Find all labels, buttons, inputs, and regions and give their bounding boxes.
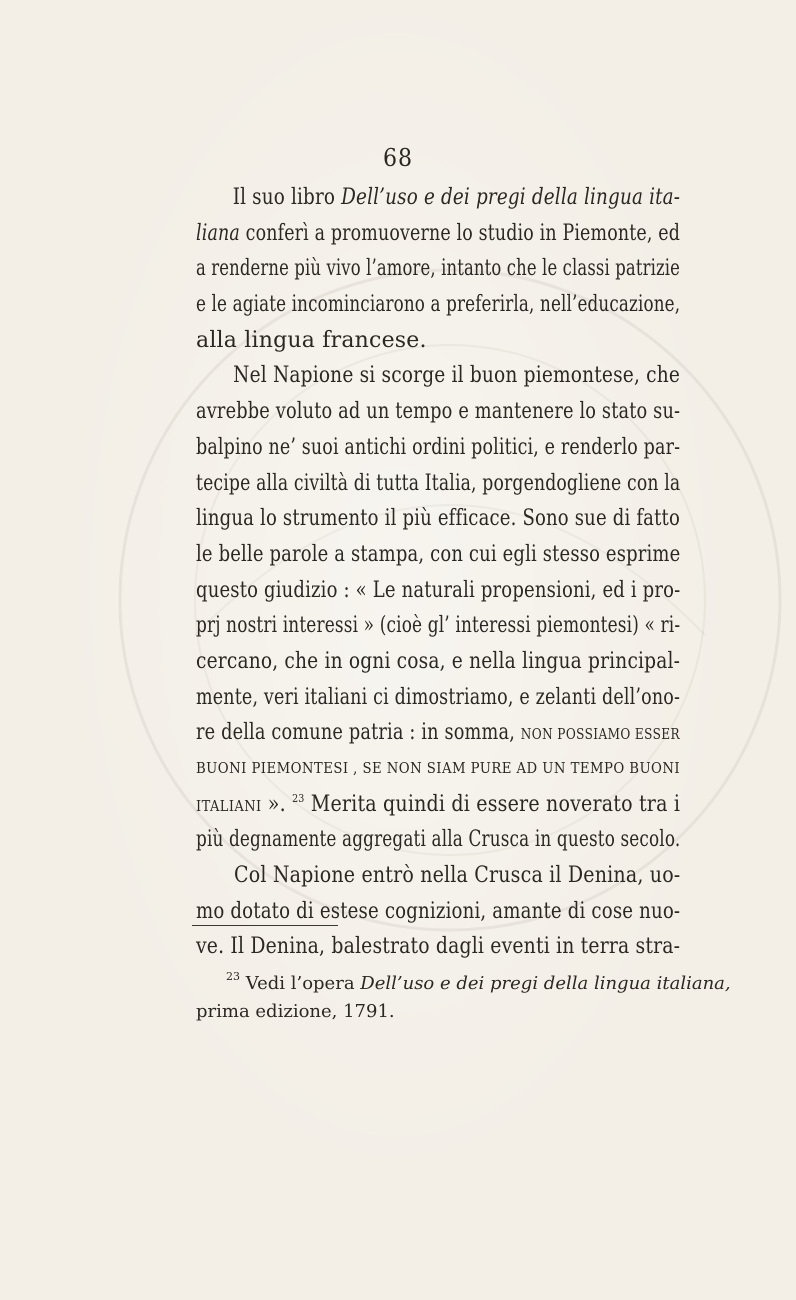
footnote-marker: 23	[226, 970, 240, 983]
text-line: mo dotato di estese cognizioni, amante di cose nuo-	[196, 898, 681, 924]
footnote	[196, 970, 731, 1026]
text-line: le belle parole a stampa, con cui egli stesso esprime	[196, 541, 681, 567]
text-line: cercano, che in ogni cosa, e nella lingua principal-	[196, 648, 681, 674]
text-line: alla lingua francese.	[196, 327, 427, 353]
page-number: 68	[383, 144, 413, 172]
body-text	[196, 180, 680, 965]
text-line: ITALIANI ». $^{23}$ Merita quindi di essere noverato tra i	[196, 791, 681, 817]
text-line: ve. Il Denina, balestrato dagli eventi in terra stra-	[196, 934, 681, 960]
text-line: prj nostri interessi » (cioè gl’ interessi piemontesi) « ri-	[196, 613, 681, 639]
text-line: avrebbe voluto ad un tempo e mantenere lo stato su-	[196, 399, 681, 425]
text-line: questo giudizio : « Le naturali propensioni, ed i pro-	[196, 577, 681, 603]
text-line: tecipe alla civiltà di tutta Italia, porgendogliene con la	[196, 470, 681, 496]
text-line: re della comune patria : in somma, NON POSSIAMO ESSER	[196, 720, 680, 746]
text-line: liana conferì a promuoverne lo studio in Piemonte, ed	[196, 220, 681, 246]
text-line: a renderne più vivo l’amore, intanto che le classi patrizie	[196, 256, 681, 282]
text-line: Col Napione entrò nella Crusca il Denina, uo-	[234, 863, 681, 889]
text-line: più degnamente aggregati alla Crusca in questo secolo.	[196, 827, 681, 853]
text-line: e le agiate incominciarono a preferirla, nell’educazione,	[196, 292, 681, 318]
footnote-separator	[192, 925, 338, 926]
text-line: lingua lo strumento il più efficace. Sono sue di fatto	[196, 506, 680, 532]
footnote-line: $^{23}$ Vedi l’opera Dell’uso e dei pregi della lingua italiana,	[226, 970, 731, 994]
text-line: BUONI PIEMONTESI , SE NON SIAM PURE AD UN TEMPO BUONI	[196, 759, 681, 777]
text-line: Il suo libro Dell’uso e dei pregi della lingua ita-	[232, 185, 681, 210]
footnote-reference[interactable]: 23	[292, 791, 305, 805]
text-line: mente, veri italiani ci dimostriamo, e zelanti dell’ono-	[196, 684, 681, 710]
footnote-line: prima edizione, 1791.	[196, 1001, 395, 1022]
text-line: balpino ne’ suoi antichi ordini politici, e renderlo par-	[196, 434, 681, 460]
text-line: Nel Napione si scorge il buon piemontese, che	[233, 363, 681, 389]
